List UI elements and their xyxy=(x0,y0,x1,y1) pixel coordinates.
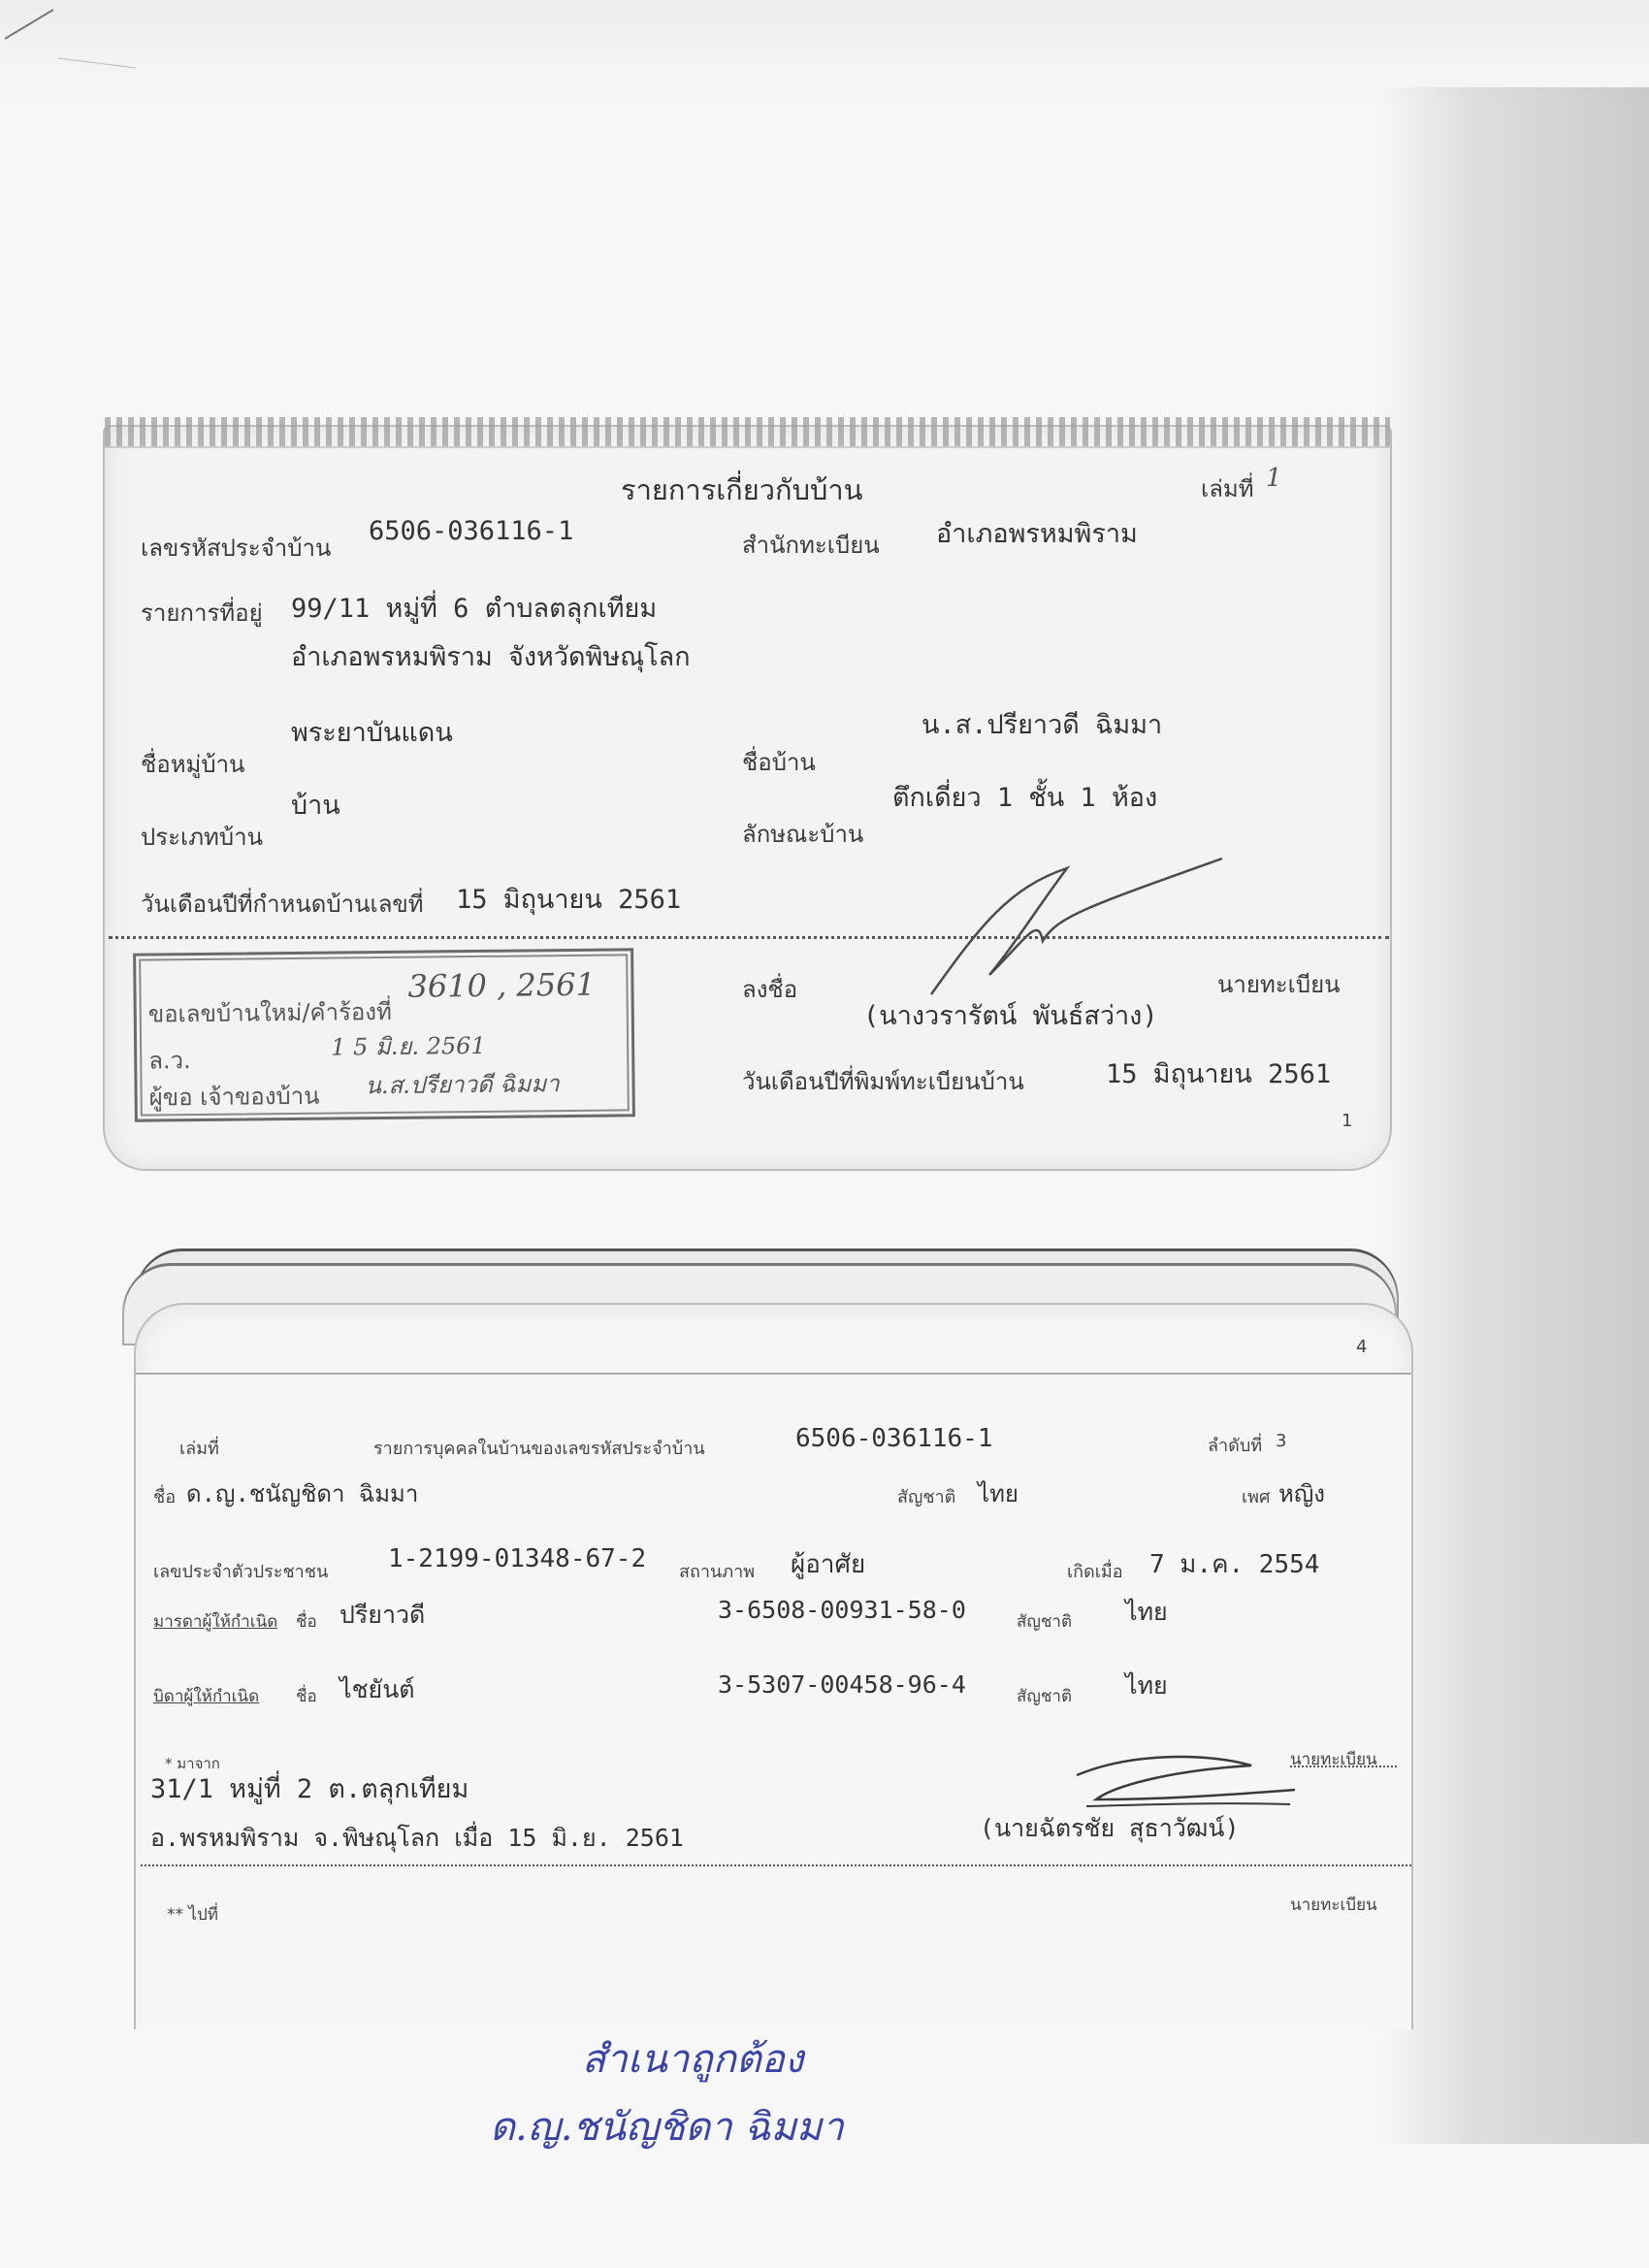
volume-value: 1 xyxy=(1266,464,1282,493)
sex-label: เพศ xyxy=(1242,1487,1271,1507)
father-name-label: ชื่อ xyxy=(296,1687,317,1706)
registrar-label: นายทะเบียน xyxy=(1217,971,1341,998)
stamp-line3-value: น.ส.ปรียาวดี ฉิมมา xyxy=(365,1070,560,1100)
sex-value: หญิง xyxy=(1278,1480,1325,1507)
mother-name: ปรียาวดี xyxy=(340,1601,426,1629)
person-name-label: ชื่อ xyxy=(153,1487,177,1507)
handwritten-certified: สำเนาถูกต้อง xyxy=(582,2037,804,2082)
person-volume-label: เล่มที่ xyxy=(179,1439,219,1459)
born-label: เกิดเมื่อ xyxy=(1067,1562,1123,1582)
status-value: ผู้อาศัย xyxy=(791,1550,866,1579)
father-name: ไชยันต์ xyxy=(340,1675,415,1703)
request-stamp xyxy=(133,948,635,1121)
house-name-value: น.ส.ปรียาวดี ฉิมมา xyxy=(922,710,1163,740)
status-label: สถานภาพ xyxy=(679,1562,756,1582)
person-card-body xyxy=(136,1373,1411,2029)
registry-office-label: สำนักทะเบียน xyxy=(742,532,880,559)
from-line1: 31/1 หมู่ที่ 2 ต.ตลุกเทียม xyxy=(150,1774,469,1804)
person-details-card xyxy=(136,1305,1411,2027)
id-number: 1-2199-01348-67-2 xyxy=(388,1544,647,1573)
born-value: 7 ม.ค. 2554 xyxy=(1149,1550,1320,1579)
mother-id: 3-6508-00931-58-0 xyxy=(718,1596,966,1624)
father-label: บิดาผู้ให้กำเนิด xyxy=(153,1687,260,1706)
nationality-label: สัญชาติ xyxy=(897,1487,956,1507)
person-house-code: 6506-036116-1 xyxy=(795,1424,993,1453)
from-label: * มาจาก xyxy=(165,1755,220,1772)
printed-date-value: 15 มิถุนายน 2561 xyxy=(1106,1059,1332,1089)
house-code-value: 6506-036116-1 xyxy=(369,516,574,546)
house-code-label: เลขรหัสประจำบ้าน xyxy=(141,535,332,562)
village-value: พระยาบันแดน xyxy=(291,718,453,748)
house-character-label: ลักษณะบ้าน xyxy=(742,821,864,848)
order-label: ลำดับที่ xyxy=(1208,1436,1263,1456)
house-card-title: รายการเกี่ยวกับบ้าน xyxy=(621,473,863,506)
house-card-page-number: 1 xyxy=(1342,1111,1353,1131)
handwritten-name: ด.ญ.ชนัญชิดา ฉิมมา xyxy=(490,2105,844,2150)
stamp-line2-label: ล.ว. xyxy=(148,1047,191,1075)
stamp-line1-value: 3610 , 2561 xyxy=(407,965,597,1005)
volume-label: เล่มที่ xyxy=(1201,475,1254,502)
stamp-line2-value: 1 5 มิ.ย. 2561 xyxy=(330,1031,486,1061)
from-line2: อ.พรหมพิราม จ.พิษณุโลก เมื่อ 15 มิ.ย. 2561 xyxy=(150,1824,684,1852)
registry-office-value: อำเภอพรหมพิราม xyxy=(936,519,1138,549)
father-id: 3-5307-00458-96-4 xyxy=(718,1670,966,1699)
divider-dotted-2 xyxy=(141,1864,1411,1866)
stamp-line3-label: ผู้ขอ เจ้าของบ้าน xyxy=(148,1082,320,1112)
mother-nationality-label: สัญชาติ xyxy=(1017,1612,1072,1632)
order-value: 3 xyxy=(1276,1431,1287,1451)
id-label: เลขประจำตัวประชาชน xyxy=(153,1562,329,1582)
assigned-date-value: 15 มิถุนายน 2561 xyxy=(456,885,682,915)
scan-corner-mark xyxy=(0,0,155,116)
person-name: ด.ญ.ชนัญชิดา ฉิมมา xyxy=(186,1480,419,1507)
stamp-line1-label: ขอเลขบ้านใหม่/คำร้องที่ xyxy=(147,997,392,1028)
registrar-signature xyxy=(922,849,1232,1004)
person-card-title: รายการบุคคลในบ้านของเลขรหัสประจำบ้าน xyxy=(373,1439,705,1459)
father-nationality-label: สัญชาติ xyxy=(1017,1687,1072,1706)
mother-nationality: ไทย xyxy=(1125,1598,1168,1626)
nationality-value: ไทย xyxy=(978,1480,1018,1507)
registrar-name: (นางวรารัตน์ พันธ์สว่าง) xyxy=(863,1001,1158,1031)
person-card-page-number: 4 xyxy=(1356,1337,1368,1357)
address-label: รายการที่อยู่ xyxy=(141,599,263,627)
address-line2: อำเภอพรหมพิราม จังหวัดพิษณุโลก xyxy=(291,642,691,672)
scan-shadow-right xyxy=(1377,87,1649,2144)
house-type-label: ประเภทบ้าน xyxy=(141,824,263,851)
person-registrar-label-2: นายทะเบียน xyxy=(1290,1895,1377,1915)
mother-name-label: ชื่อ xyxy=(296,1612,317,1632)
house-character-value: ตึกเดี่ยว 1 ชั้น 1 ห้อง xyxy=(892,783,1158,813)
to-label: ** ไปที่ xyxy=(167,1905,218,1925)
person-registrar-label: นายทะเบียน xyxy=(1290,1750,1377,1769)
address-line1: 99/11 หมู่ที่ 6 ตำบลตลุกเทียม xyxy=(291,594,658,624)
printed-date-label: วันเดือนปีที่พิมพ์ทะเบียนบ้าน xyxy=(742,1068,1024,1095)
assigned-date-label: วันเดือนปีที่กำหนดบ้านเลขที่ xyxy=(141,891,424,918)
person-registrar-name: (นายฉัตรชัย สุธาวัฒน์) xyxy=(980,1814,1240,1842)
village-label: ชื่อหมู่บ้าน xyxy=(141,751,245,778)
house-type-value: บ้าน xyxy=(291,791,340,821)
father-nationality: ไทย xyxy=(1125,1671,1168,1700)
perforation-edge xyxy=(105,417,1390,448)
house-name-label: ชื่อบ้าน xyxy=(742,749,816,776)
sign-label: ลงชื่อ xyxy=(742,976,798,1003)
mother-label: มารดาผู้ให้กำเนิด xyxy=(153,1612,278,1632)
